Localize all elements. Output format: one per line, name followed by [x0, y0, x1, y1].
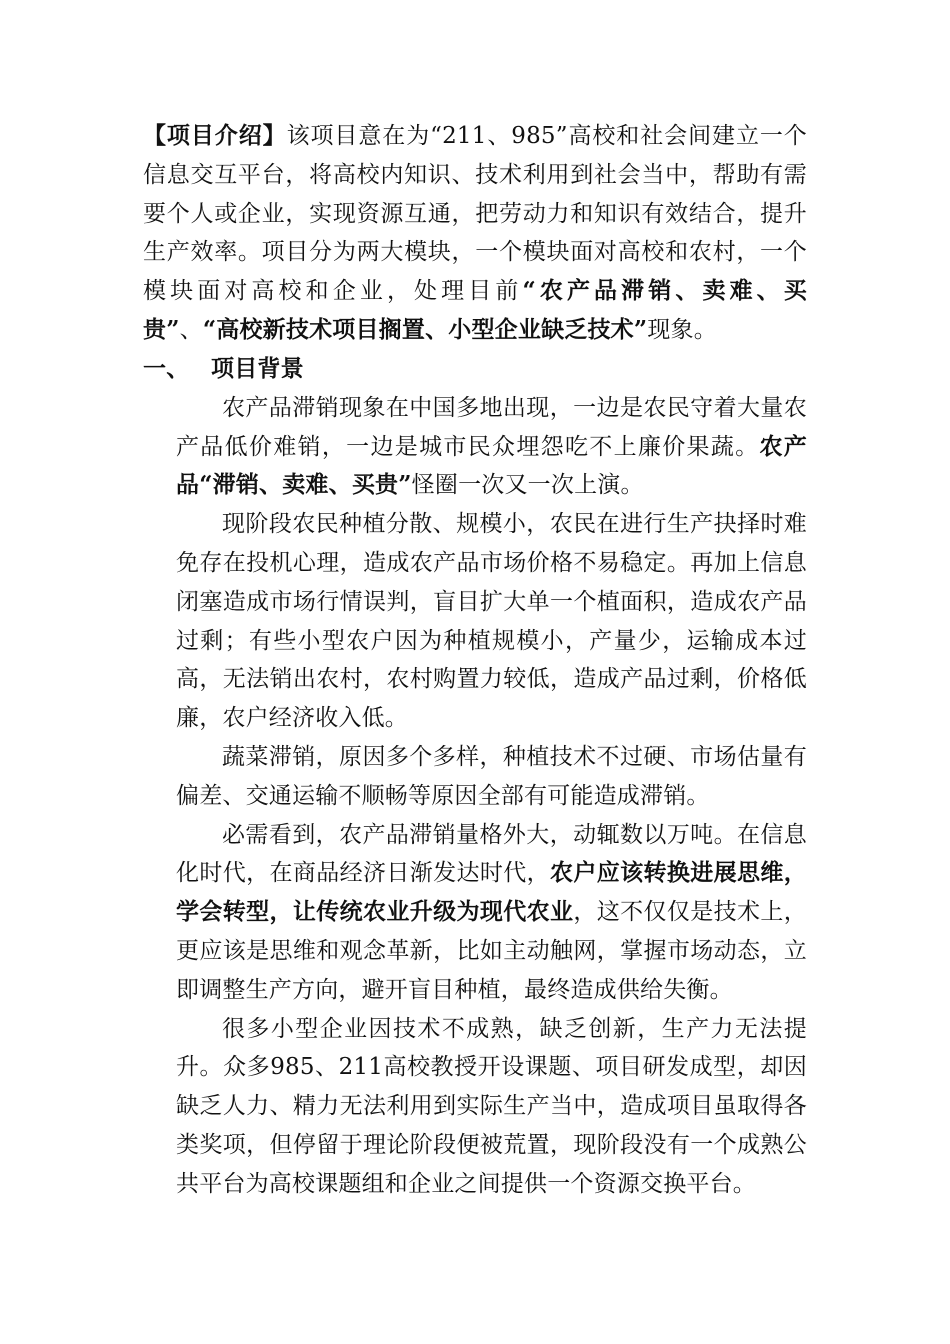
intro-text-1: 该项目意在为“211、985”高校和社会间建立一个信息交互平台，将高校内知识、技术利用到社会当中，帮助有需要个人或企业，实现资源互通，把劳动力和知识有效结合，提升生产效率。项目分为两大模块，一个模块面对高校和农村，一个模块面对高校和企业，处理目前 — [143, 123, 807, 305]
intro-bold-2: “高校新技术项目搁置、小型企业缺乏技术” — [202, 315, 648, 343]
intro-label: 【项目介绍】 — [143, 122, 287, 149]
section-body — [143, 389, 807, 1204]
intro-separator: 、 — [179, 316, 203, 343]
section-heading — [143, 350, 807, 389]
paragraph-1-text-1: 农产品滞销现象在中国多地出现，一边是农民守着大量农产品低价难销，一边是城市民众埋怨吃不上廉价果蔬。 — [176, 394, 807, 460]
intro-text-2: 现象。 — [647, 316, 717, 343]
paragraph-4-bold: 农户应该转换进展思维，学会转型，让传统农业升级为现代农业 — [176, 859, 807, 926]
paragraph-4 — [176, 816, 807, 1010]
intro-bold-1: “农产品滞销、卖难、买贵” — [143, 277, 807, 343]
paragraph-3: 蔬菜滞销，原因多个多样，种植技术不过硬、市场估量有偏差、交通运输不顺畅等原因全部有可能造成滞销。 — [176, 743, 807, 809]
paragraph-4-text-1: 必需看到，农产品滞销量格外大，动辄数以万吨。在信息化时代，在商品经济日渐发达时代， — [176, 821, 807, 887]
intro-paragraph — [143, 117, 807, 350]
paragraph-2: 现阶段农民种植分散、规模小，农民在进行生产抉择时难免存在投机心理，造成农产品市场价格不易稳定。再加上信息闭塞造成市场行情误判，盲目扩大单一个植面积，造成农产品过剩；有些小型农户因为种植规模小，产量少，运输成本过高，无法销出农村，农村购置力较低，造成产品过剩，价格低廉，农户经济收入低。 — [176, 511, 807, 732]
document-body — [143, 117, 807, 1204]
paragraph-4-text-2: ，这不仅仅是技术上，更应该是思维和观念革新，比如主动触网，掌握市场动态，立即调整生产方向，避开盲目种植，最终造成供给失衡。 — [176, 899, 807, 1003]
paragraph-1 — [176, 389, 807, 505]
paragraph-5: 很多小型企业因技术不成熟，缺乏创新，生产力无法提升。众多985、211高校教授开设课题、项目研发成型，却因缺乏人力、精力无法利用到实际生产当中，造成项目虽取得各类奖项，但停留于理论阶段便被荒置，现阶段没有一个成熟公共平台为高校课题组和企业之间提供一个资源交换平台。 — [176, 1015, 807, 1197]
paragraph-1-bold: 农产品“滞销、卖难、买贵” — [176, 432, 807, 499]
paragraph-1-text-2: 怪圈一次又一次上演。 — [411, 472, 644, 499]
section-title: 项目背景 — [211, 354, 304, 382]
section-number: 一、 — [143, 354, 190, 382]
